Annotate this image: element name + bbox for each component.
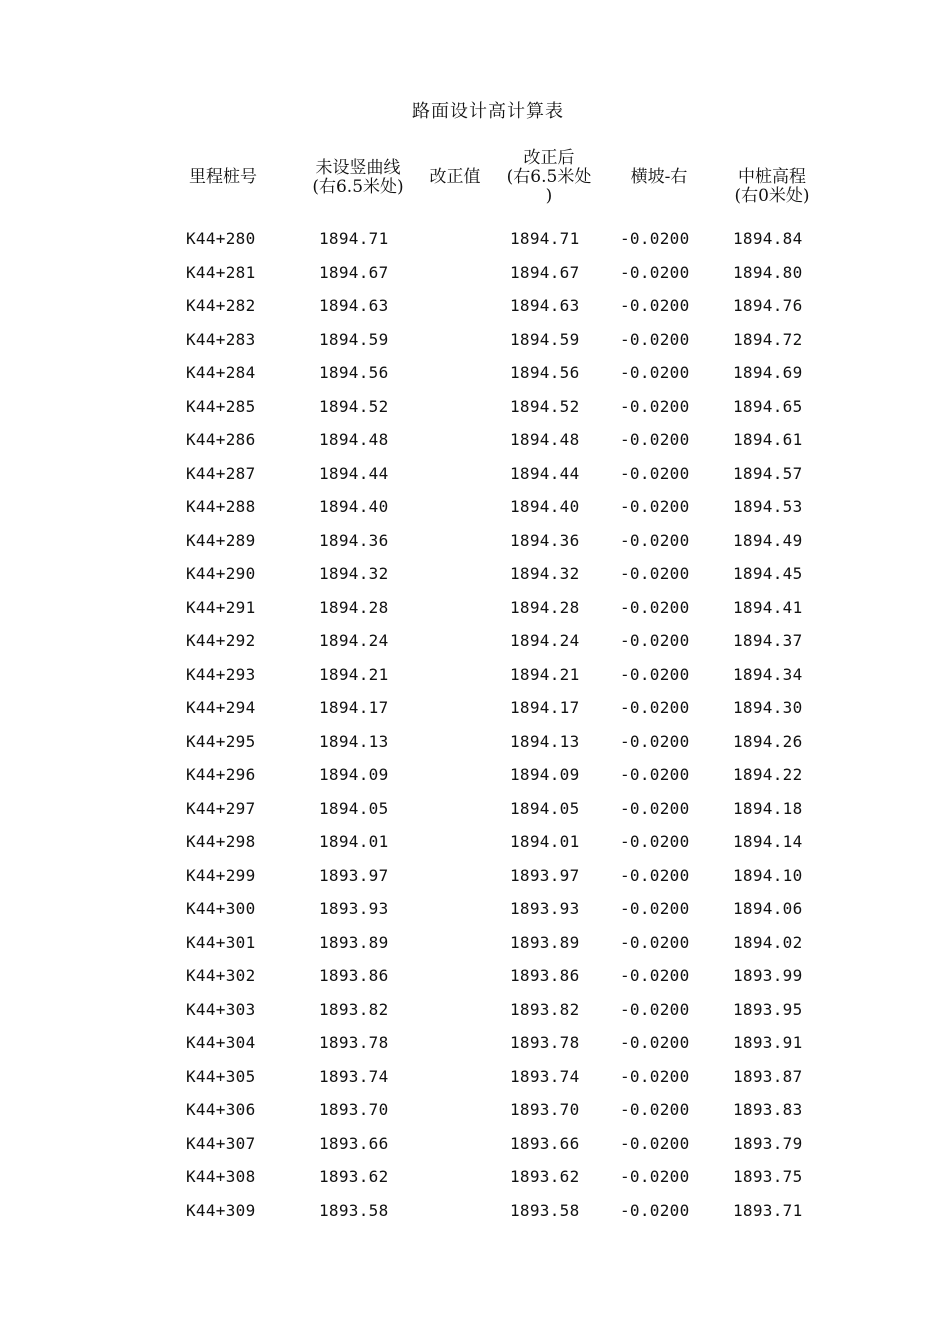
station-cell: K44+291 (186, 597, 256, 617)
station-cell: K44+306 (186, 1100, 256, 1119)
corrected-elevation-cell: 1894.59 (510, 329, 580, 349)
center-elevation-cell: 1894.84 (733, 229, 803, 248)
table-row (0, 863, 950, 897)
cross-slope-cell: -0.0200 (620, 1033, 690, 1052)
corrected-elevation-cell: 1894.44 (510, 463, 580, 483)
unadjusted-elevation-cell: 1893.86 (319, 966, 389, 985)
table-row (0, 1097, 950, 1131)
table-row (0, 1198, 950, 1232)
unadjusted-elevation-cell: 1894.28 (319, 597, 389, 617)
header-corrected-line3: ) (545, 186, 553, 206)
header-slope-line1: 横坡-右 (630, 167, 688, 187)
center-elevation-cell: 1893.87 (733, 1066, 803, 1086)
table-row (0, 1164, 950, 1198)
table-row (0, 461, 950, 495)
station-cell: K44+308 (186, 1167, 256, 1186)
table-row (0, 561, 950, 595)
cross-slope-cell: -0.0200 (620, 229, 690, 248)
cross-slope-cell: -0.0200 (620, 731, 690, 751)
corrected-elevation-cell: 1894.21 (510, 664, 580, 684)
corrected-elevation-cell: 1894.13 (510, 731, 580, 751)
station-cell: K44+286 (186, 430, 256, 449)
table-row (0, 260, 950, 294)
cross-slope-cell: -0.0200 (620, 530, 690, 550)
table-row (0, 896, 950, 930)
corrected-elevation-cell: 1894.36 (510, 530, 580, 550)
table-row (0, 1030, 950, 1064)
station-cell: K44+287 (186, 463, 256, 483)
cross-slope-cell: -0.0200 (620, 966, 690, 985)
station-cell: K44+294 (186, 698, 256, 717)
cross-slope-cell: -0.0200 (620, 1100, 690, 1119)
unadjusted-elevation-cell: 1894.17 (319, 698, 389, 717)
corrected-elevation-cell: 1893.74 (510, 1066, 580, 1086)
header-center (722, 168, 822, 206)
center-elevation-cell: 1894.18 (733, 798, 803, 818)
cross-slope-cell: -0.0200 (620, 262, 690, 282)
table-row (0, 427, 950, 461)
unadjusted-elevation-cell: 1893.70 (319, 1100, 389, 1119)
table-row (0, 394, 950, 428)
station-cell: K44+300 (186, 899, 256, 918)
unadjusted-elevation-cell: 1894.32 (319, 564, 389, 583)
center-elevation-cell: 1894.37 (733, 631, 803, 650)
center-elevation-cell: 1894.10 (733, 865, 803, 885)
center-elevation-cell: 1894.76 (733, 296, 803, 315)
unadjusted-elevation-cell: 1893.74 (319, 1066, 389, 1086)
unadjusted-elevation-cell: 1893.97 (319, 865, 389, 885)
unadjusted-elevation-cell: 1894.48 (319, 430, 389, 449)
table-row (0, 796, 950, 830)
header-correction (418, 168, 492, 187)
corrected-elevation-cell: 1894.28 (510, 597, 580, 617)
station-cell: K44+292 (186, 631, 256, 650)
unadjusted-elevation-cell: 1894.40 (319, 497, 389, 516)
corrected-elevation-cell: 1893.58 (510, 1200, 580, 1220)
corrected-elevation-cell: 1893.82 (510, 999, 580, 1019)
cross-slope-cell: -0.0200 (620, 1167, 690, 1186)
corrected-elevation-cell: 1894.63 (510, 296, 580, 315)
station-cell: K44+305 (186, 1066, 256, 1086)
corrected-elevation-cell: 1893.97 (510, 865, 580, 885)
cross-slope-cell: -0.0200 (620, 430, 690, 449)
station-cell: K44+293 (186, 664, 256, 684)
cross-slope-cell: -0.0200 (620, 932, 690, 952)
center-elevation-cell: 1894.57 (733, 463, 803, 483)
unadjusted-elevation-cell: 1893.66 (319, 1133, 389, 1153)
station-cell: K44+283 (186, 329, 256, 349)
cross-slope-cell: -0.0200 (620, 798, 690, 818)
header-center-line1: 中桩高程 (738, 167, 806, 187)
unadjusted-elevation-cell: 1894.01 (319, 832, 389, 851)
table-row (0, 1064, 950, 1098)
station-cell: K44+281 (186, 262, 256, 282)
center-elevation-cell: 1894.34 (733, 664, 803, 684)
station-cell: K44+301 (186, 932, 256, 952)
cross-slope-cell: -0.0200 (620, 497, 690, 516)
center-elevation-cell: 1894.41 (733, 597, 803, 617)
corrected-elevation-cell: 1893.89 (510, 932, 580, 952)
table-row (0, 963, 950, 997)
cross-slope-cell: -0.0200 (620, 631, 690, 650)
unadjusted-elevation-cell: 1894.24 (319, 631, 389, 650)
unadjusted-elevation-cell: 1893.58 (319, 1200, 389, 1220)
unadjusted-elevation-cell: 1894.21 (319, 664, 389, 684)
corrected-elevation-cell: 1894.52 (510, 396, 580, 416)
unadjusted-elevation-cell: 1894.52 (319, 396, 389, 416)
station-cell: K44+303 (186, 999, 256, 1019)
station-cell: K44+282 (186, 296, 256, 315)
center-elevation-cell: 1894.69 (733, 363, 803, 382)
cross-slope-cell: -0.0200 (620, 1066, 690, 1086)
unadjusted-elevation-cell: 1894.05 (319, 798, 389, 818)
cross-slope-cell: -0.0200 (620, 564, 690, 583)
corrected-elevation-cell: 1893.66 (510, 1133, 580, 1153)
table-row (0, 829, 950, 863)
table-row (0, 494, 950, 528)
header-corrected-line1: 改正后 (523, 148, 575, 168)
center-elevation-cell: 1894.65 (733, 396, 803, 416)
station-cell: K44+295 (186, 731, 256, 751)
center-elevation-cell: 1893.71 (733, 1200, 803, 1220)
unadjusted-elevation-cell: 1894.71 (319, 229, 389, 248)
cross-slope-cell: -0.0200 (620, 765, 690, 784)
corrected-elevation-cell: 1894.32 (510, 564, 580, 583)
station-cell: K44+284 (186, 363, 256, 382)
station-cell: K44+297 (186, 798, 256, 818)
table-row (0, 595, 950, 629)
center-elevation-cell: 1893.99 (733, 966, 803, 985)
table-row (0, 293, 950, 327)
center-elevation-cell: 1894.80 (733, 262, 803, 282)
cross-slope-cell: -0.0200 (620, 865, 690, 885)
unadjusted-elevation-cell: 1893.89 (319, 932, 389, 952)
center-elevation-cell: 1894.02 (733, 932, 803, 952)
center-elevation-cell: 1894.26 (733, 731, 803, 751)
center-elevation-cell: 1894.06 (733, 899, 803, 918)
corrected-elevation-cell: 1894.71 (510, 229, 580, 248)
corrected-elevation-cell: 1894.09 (510, 765, 580, 784)
unadjusted-elevation-cell: 1893.82 (319, 999, 389, 1019)
center-elevation-cell: 1894.61 (733, 430, 803, 449)
header-center-line2: (右0米处) (734, 186, 810, 206)
cross-slope-cell: -0.0200 (620, 363, 690, 382)
cross-slope-cell: -0.0200 (620, 463, 690, 483)
header-unadjusted-line1: 未设竖曲线 (315, 158, 401, 178)
header-slope (614, 168, 704, 187)
header-corrected-line2: (右6.5米处 (506, 167, 592, 187)
corrected-elevation-cell: 1894.05 (510, 798, 580, 818)
corrected-elevation-cell: 1894.67 (510, 262, 580, 282)
center-elevation-cell: 1894.53 (733, 497, 803, 516)
table-row (0, 528, 950, 562)
center-elevation-cell: 1893.91 (733, 1033, 803, 1052)
header-corrected (494, 149, 604, 206)
center-elevation-cell: 1893.75 (733, 1167, 803, 1186)
center-elevation-cell: 1893.95 (733, 999, 803, 1019)
cross-slope-cell: -0.0200 (620, 664, 690, 684)
corrected-elevation-cell: 1894.17 (510, 698, 580, 717)
center-elevation-cell: 1894.45 (733, 564, 803, 583)
station-cell: K44+280 (186, 229, 256, 248)
page-title: 路面设计高计算表 (412, 101, 564, 122)
unadjusted-elevation-cell: 1894.13 (319, 731, 389, 751)
corrected-elevation-cell: 1894.01 (510, 832, 580, 851)
unadjusted-elevation-cell: 1894.44 (319, 463, 389, 483)
station-cell: K44+285 (186, 396, 256, 416)
corrected-elevation-cell: 1894.48 (510, 430, 580, 449)
cross-slope-cell: -0.0200 (620, 832, 690, 851)
header-correction-line1: 改正值 (429, 167, 481, 187)
center-elevation-cell: 1894.49 (733, 530, 803, 550)
header-unadjusted (300, 159, 416, 197)
cross-slope-cell: -0.0200 (620, 899, 690, 918)
corrected-elevation-cell: 1894.40 (510, 497, 580, 516)
cross-slope-cell: -0.0200 (620, 999, 690, 1019)
header-station-line1: 里程桩号 (189, 167, 257, 187)
header-station (176, 168, 270, 187)
table-row (0, 762, 950, 796)
corrected-elevation-cell: 1893.86 (510, 966, 580, 985)
station-cell: K44+289 (186, 530, 256, 550)
cross-slope-cell: -0.0200 (620, 1133, 690, 1153)
cross-slope-cell: -0.0200 (620, 396, 690, 416)
unadjusted-elevation-cell: 1894.67 (319, 262, 389, 282)
station-cell: K44+288 (186, 497, 256, 516)
unadjusted-elevation-cell: 1894.56 (319, 363, 389, 382)
station-cell: K44+304 (186, 1033, 256, 1052)
table-row (0, 997, 950, 1031)
station-cell: K44+302 (186, 966, 256, 985)
unadjusted-elevation-cell: 1894.09 (319, 765, 389, 784)
table-row (0, 327, 950, 361)
corrected-elevation-cell: 1894.56 (510, 363, 580, 382)
corrected-elevation-cell: 1893.62 (510, 1167, 580, 1186)
unadjusted-elevation-cell: 1893.62 (319, 1167, 389, 1186)
table-row (0, 729, 950, 763)
center-elevation-cell: 1894.22 (733, 765, 803, 784)
cross-slope-cell: -0.0200 (620, 698, 690, 717)
data-table (0, 226, 950, 1231)
station-cell: K44+298 (186, 832, 256, 851)
station-cell: K44+309 (186, 1200, 256, 1220)
table-row (0, 1131, 950, 1165)
table-row (0, 628, 950, 662)
station-cell: K44+290 (186, 564, 256, 583)
cross-slope-cell: -0.0200 (620, 329, 690, 349)
corrected-elevation-cell: 1893.93 (510, 899, 580, 918)
station-cell: K44+307 (186, 1133, 256, 1153)
station-cell: K44+296 (186, 765, 256, 784)
center-elevation-cell: 1894.14 (733, 832, 803, 851)
table-row (0, 662, 950, 696)
cross-slope-cell: -0.0200 (620, 296, 690, 315)
cross-slope-cell: -0.0200 (620, 597, 690, 617)
corrected-elevation-cell: 1894.24 (510, 631, 580, 650)
center-elevation-cell: 1894.30 (733, 698, 803, 717)
table-row (0, 226, 950, 260)
table-row (0, 695, 950, 729)
header-unadjusted-line2: (右6.5米处) (312, 177, 404, 197)
unadjusted-elevation-cell: 1893.93 (319, 899, 389, 918)
unadjusted-elevation-cell: 1894.36 (319, 530, 389, 550)
table-row (0, 360, 950, 394)
cross-slope-cell: -0.0200 (620, 1200, 690, 1220)
center-elevation-cell: 1893.79 (733, 1133, 803, 1153)
station-cell: K44+299 (186, 865, 256, 885)
center-elevation-cell: 1894.72 (733, 329, 803, 349)
corrected-elevation-cell: 1893.78 (510, 1033, 580, 1052)
corrected-elevation-cell: 1893.70 (510, 1100, 580, 1119)
table-row (0, 930, 950, 964)
unadjusted-elevation-cell: 1894.63 (319, 296, 389, 315)
unadjusted-elevation-cell: 1894.59 (319, 329, 389, 349)
unadjusted-elevation-cell: 1893.78 (319, 1033, 389, 1052)
center-elevation-cell: 1893.83 (733, 1100, 803, 1119)
